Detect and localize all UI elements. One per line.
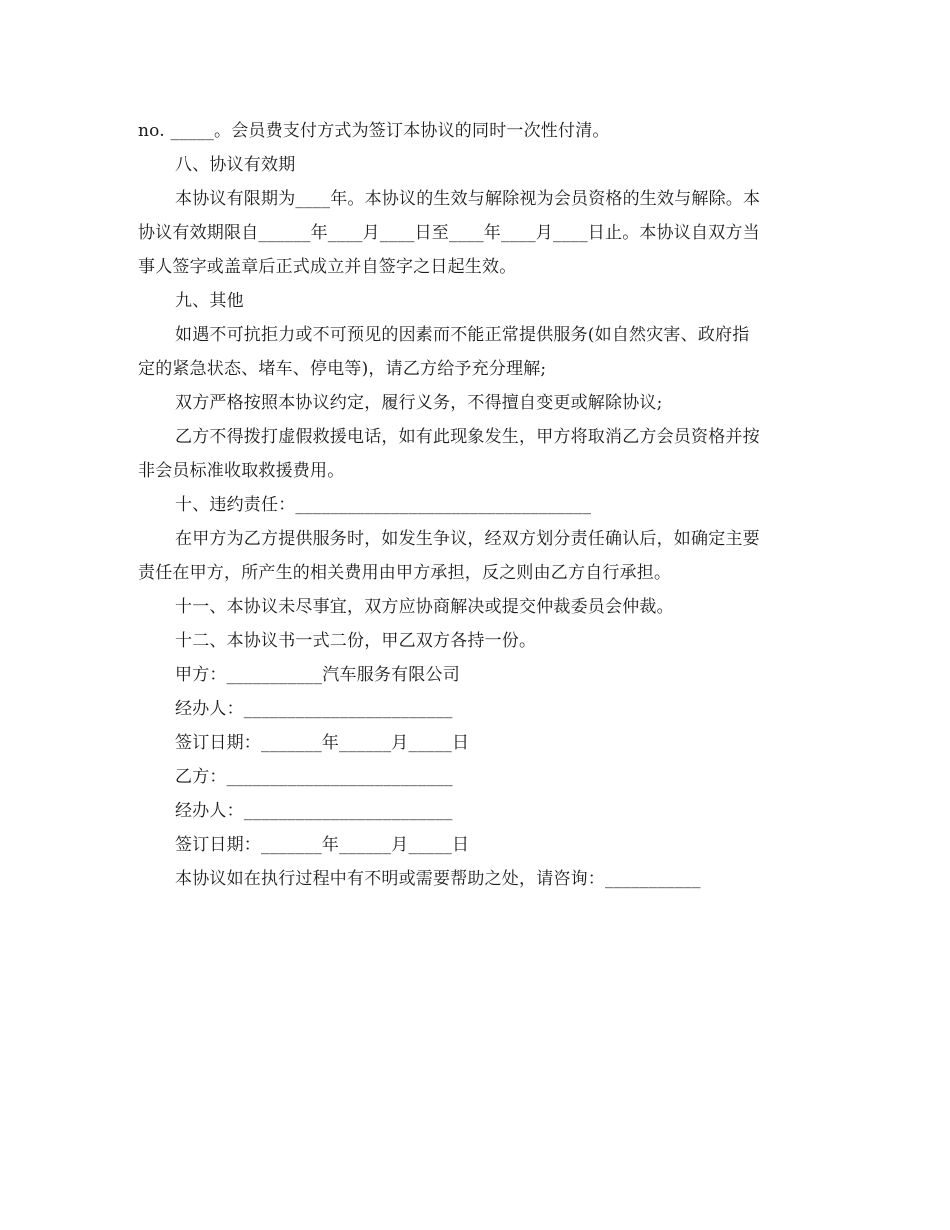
text-line: 本协议有限期为____年。本协议的生效与解除视为会员资格的生效与解除。本 (175, 189, 761, 209)
text-line: 双方严格按照本协议约定，履行义务，不得擅自变更或解除协议; (175, 393, 663, 413)
party-b-handler-line: 经办人：________________________ (175, 801, 453, 821)
text-line: 在甲方为乙方提供服务时，如发生争议，经双方划分责任确认后，如确定主要 (175, 529, 760, 549)
text-line: 定的紧急状态、堵车、停电等)，请乙方给予充分理解; (138, 359, 547, 379)
text-line: 事人签字或盖章后正式成立并自签字之日起生效。 (138, 257, 517, 277)
party-b-date-line: 签订日期：_______年______月_____日 (175, 835, 470, 855)
text-line: 乙方不得拨打虚假救援电话，如有此现象发生，甲方将取消乙方会员资格并按 (175, 427, 760, 447)
section-heading: 十、违约责任：__________________________________ (175, 495, 592, 515)
section-heading: 九、其他 (175, 291, 244, 311)
section-heading: 八、协议有效期 (175, 155, 296, 175)
party-a-handler-line: 经办人：________________________ (175, 699, 453, 719)
section-heading: 十一、本协议未尽事宜，双方应协商解决或提交仲裁委员会仲裁。 (175, 597, 674, 617)
text-line: 协议有效期限自______年____月____日至____年____月____日止。本协议自双方当 (138, 223, 760, 243)
party-b-line: 乙方：__________________________ (175, 767, 453, 787)
text-line: 如遇不可抗拒力或不可预见的因素而不能正常提供服务(如自然灾害、政府指 (175, 325, 750, 345)
party-a-date-line: 签订日期：_______年______月_____日 (175, 733, 470, 753)
party-a-line: 甲方：___________汽车服务有限公司 (175, 665, 460, 685)
text-line: 非会员标准收取救援费用。 (138, 461, 345, 481)
inquiry-line: 本协议如在执行过程中有不明或需要帮助之处，请咨询：___________ (175, 869, 701, 889)
section-heading: 十二、本协议书一式二份，甲乙双方各持一份。 (175, 631, 537, 651)
text-line: no. _____。会员费支付方式为签订本协议的同时一次性付清。 (138, 121, 610, 141)
document-body (138, 114, 813, 896)
text-line: 责任在甲方，所产生的相关费用由甲方承担，反之则由乙方自行承担。 (138, 563, 672, 583)
